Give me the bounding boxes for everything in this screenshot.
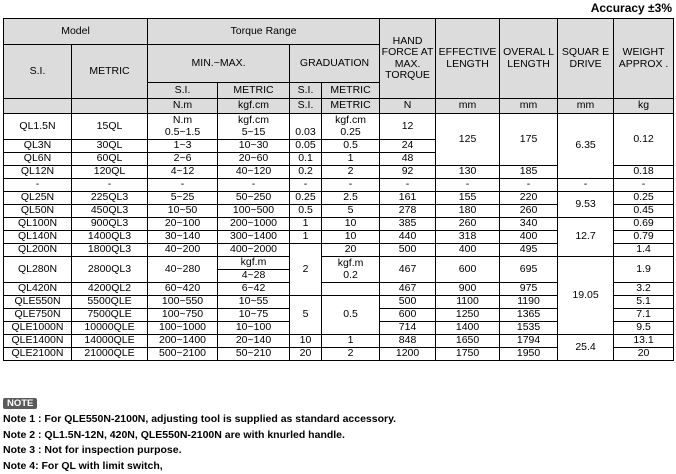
table-cell: - (72, 179, 148, 192)
table-cell: 600 (436, 257, 500, 283)
table-cell: 467 (380, 257, 436, 283)
table-cell: 5~25 (148, 192, 218, 205)
table-cell: 600 (380, 309, 436, 322)
table-row (4, 114, 674, 140)
table-cell: - (290, 179, 322, 192)
table-cell: 0.45 (614, 205, 674, 218)
table-cell: 20~140 (218, 335, 290, 348)
header-torque-range: Torque Range (148, 19, 380, 45)
header-metric: METRIC (72, 45, 148, 99)
table-cell: 9.5 (614, 322, 674, 335)
table-cell: 0.05 (290, 140, 322, 153)
table-cell: QL25N (4, 192, 72, 205)
header-min-metric: METRIC (218, 83, 290, 99)
table-cell: QL50N (4, 205, 72, 218)
table-cell: 0.5 (322, 140, 380, 153)
table-cell: 2 (322, 348, 380, 361)
table-cell: 48 (380, 153, 436, 166)
table-cell: 3.2 (614, 283, 674, 296)
table-cell: 4~28 (218, 270, 290, 283)
table-row (4, 257, 674, 270)
table-cell: 15QL (72, 114, 148, 140)
table-cell: 25.4 (558, 335, 614, 361)
table-cell: 40~280 (148, 257, 218, 283)
table-cell: 10~30 (218, 140, 290, 153)
table-cell: 1365 (500, 309, 558, 322)
table-cell: QL6N (4, 153, 72, 166)
table-cell: 5500QLE (72, 296, 148, 309)
table-cell: 13.1 (614, 335, 674, 348)
table-cell: kgf.m 0.2 (322, 257, 380, 283)
table-cell: 20 (322, 244, 380, 257)
accuracy-label: Accuracy ±3% (591, 1, 672, 15)
table-cell: QL140N (4, 231, 72, 244)
table-cell: - (322, 179, 380, 192)
table-cell: 2 (290, 244, 322, 296)
table-cell: kgf.cm 0.25 (322, 114, 380, 140)
header-hand-force: HAND FORCE AT MAX. TORQUE (380, 19, 436, 99)
table-cell: 1.9 (614, 257, 674, 283)
table-cell: kgf.cm 5~15 (218, 114, 290, 140)
table-cell (322, 283, 380, 296)
unit-square-mm: mm (558, 99, 614, 114)
unit-eff-mm: mm (436, 99, 500, 114)
table-cell: 10~100 (218, 322, 290, 335)
header-weight: WEIGHT APPROX . (614, 19, 674, 99)
unit-metric: METRIC (322, 99, 380, 114)
table-cell: 0.79 (614, 231, 674, 244)
table-cell: 400 (500, 231, 558, 244)
unit-nm: N.m (148, 99, 218, 114)
table-cell: 1250 (436, 309, 500, 322)
table-cell: - (4, 179, 72, 192)
table-cell: 1400 (436, 322, 500, 335)
table-cell: N.m 0.5~1.5 (148, 114, 218, 140)
table-cell: 10~50 (148, 205, 218, 218)
table-cell: 20~100 (148, 218, 218, 231)
table-cell: 848 (380, 335, 436, 348)
table-cell: 125 (436, 114, 500, 166)
table-cell: 318 (436, 231, 500, 244)
table-cell: 180 (436, 205, 500, 218)
table-cell: 500 (380, 244, 436, 257)
table-cell: 400 (436, 244, 500, 257)
table-cell: 278 (380, 205, 436, 218)
table-cell: 6~42 (218, 283, 290, 296)
table-cell: 12 (380, 114, 436, 140)
table-cell: 100~500 (218, 205, 290, 218)
note-1: Note 1 : For QLE550N-2100N, adjusting tool is supplied as standard accessory. (3, 412, 396, 428)
header-model: Model (4, 19, 148, 45)
table-cell: 2~6 (148, 153, 218, 166)
table-cell: QLE750N (4, 309, 72, 322)
table-row (4, 192, 674, 205)
table-cell: 4200QL2 (72, 283, 148, 296)
table-cell: 1~3 (148, 140, 218, 153)
table-cell: - (380, 179, 436, 192)
note-3: Note 3 : Not for inspection purpose. (3, 443, 396, 459)
table-row (4, 335, 674, 348)
table-cell: 10 (322, 231, 380, 244)
table-cell: 9.53 (558, 192, 614, 218)
table-row (4, 179, 674, 192)
table-cell: - (436, 179, 500, 192)
header-grad-si: S.I. (290, 83, 322, 99)
table-cell: 1535 (500, 322, 558, 335)
header-overall-length: OVERAL L LENGTH (500, 19, 558, 99)
table-cell: 225QL3 (72, 192, 148, 205)
unit-overall-mm: mm (500, 99, 558, 114)
table-cell: 467 (380, 283, 436, 296)
table-cell: QL1.5N (4, 114, 72, 140)
table-cell: 1650 (436, 335, 500, 348)
table-cell: 130 (436, 166, 500, 179)
table-cell: 155 (436, 192, 500, 205)
table-cell: 100~750 (148, 309, 218, 322)
table-cell: - (218, 179, 290, 192)
table-cell: 0.25 (290, 192, 322, 205)
note-2: Note 2 : QL1.5N-12N, 420N, QLE550N-2100N are with knurled handle. (3, 428, 396, 444)
table-cell: 900 (436, 283, 500, 296)
table-cell: 50~250 (218, 192, 290, 205)
table-cell: 1 (290, 231, 322, 244)
table-cell: 14000QLE (72, 335, 148, 348)
table-cell: - (500, 179, 558, 192)
table-cell: - (558, 179, 614, 192)
table-cell: 7500QLE (72, 309, 148, 322)
table-cell: 1750 (436, 348, 500, 361)
table-cell: 92 (380, 166, 436, 179)
table-cell: 60QL (72, 153, 148, 166)
table-cell: 1 (290, 218, 322, 231)
table-cell: 40~200 (148, 244, 218, 257)
table-cell: 1950 (500, 348, 558, 361)
table-cell: 2800QL3 (72, 257, 148, 283)
table-cell: 1400QL3 (72, 231, 148, 244)
table-cell: 120QL (72, 166, 148, 179)
header-effective-length: EFFECTIVE LENGTH (436, 19, 500, 99)
table-cell: 21000QLE (72, 348, 148, 361)
table-cell: 0.1 (290, 153, 322, 166)
table-cell: QL100N (4, 218, 72, 231)
table-cell: 30~140 (148, 231, 218, 244)
header-min-max: MIN.~MAX. (148, 45, 290, 83)
table-cell: 1800QL3 (72, 244, 148, 257)
table-cell (72, 99, 148, 114)
table-cell: 695 (500, 257, 558, 283)
table-cell: 30QL (72, 140, 148, 153)
table-cell: 0.03 (290, 114, 322, 140)
table-cell: 20 (614, 348, 674, 361)
table-cell: QL3N (4, 140, 72, 153)
table-cell: - (614, 179, 674, 192)
table-cell (4, 99, 72, 114)
table-cell: 1.4 (614, 244, 674, 257)
table-cell: 10~55 (218, 296, 290, 309)
table-cell: 24 (380, 140, 436, 153)
table-cell: 4~12 (148, 166, 218, 179)
table-cell: 100~550 (148, 296, 218, 309)
table-cell: 10 (322, 218, 380, 231)
table-cell: 500~2100 (148, 348, 218, 361)
unit-si: S.I. (290, 99, 322, 114)
table-cell: 10~75 (218, 309, 290, 322)
table-cell: 260 (500, 205, 558, 218)
table-cell: 19.05 (558, 257, 614, 335)
table-cell: QLE550N (4, 296, 72, 309)
table-cell: 5.1 (614, 296, 674, 309)
table-cell: 40~120 (218, 166, 290, 179)
unit-kg: kg (614, 99, 674, 114)
table-cell: 2 (322, 166, 380, 179)
table-cell: 260 (436, 218, 500, 231)
table-cell: 175 (500, 114, 558, 166)
table-cell: 60~420 (148, 283, 218, 296)
table-cell: 0.12 (614, 114, 674, 166)
table-cell: QL280N (4, 257, 72, 283)
table-cell: QLE2100N (4, 348, 72, 361)
table-cell: 1 (322, 153, 380, 166)
table-cell: 1190 (500, 296, 558, 309)
table-cell: 900QL3 (72, 218, 148, 231)
table-cell: 500 (380, 296, 436, 309)
table-cell: 1200 (380, 348, 436, 361)
table-cell: 0.69 (614, 218, 674, 231)
table-cell: kgf.m (218, 257, 290, 270)
table-cell: 1794 (500, 335, 558, 348)
notes-section (3, 397, 396, 474)
table-cell: 340 (500, 218, 558, 231)
table-cell: 0.5 (290, 205, 322, 218)
unit-kgfcm: kgf.cm (218, 99, 290, 114)
table-cell: 0.18 (614, 166, 674, 179)
header-min-si: S.I. (148, 83, 218, 99)
table-row (4, 218, 674, 231)
table-cell: 5 (290, 296, 322, 335)
table-cell: 450QL3 (72, 205, 148, 218)
table-cell: 20~60 (218, 153, 290, 166)
header-square-drive: SQUAR E DRIVE (558, 19, 614, 99)
table-cell: 0.2 (290, 166, 322, 179)
table-cell: QL12N (4, 166, 72, 179)
table-cell: 495 (500, 244, 558, 257)
table-cell: 0.5 (322, 296, 380, 335)
table-cell: QL200N (4, 244, 72, 257)
table-cell: QL420N (4, 283, 72, 296)
table-cell: 161 (380, 192, 436, 205)
table-cell: 200~1000 (218, 218, 290, 231)
torque-spec-table (3, 18, 674, 361)
table-cell: 7.1 (614, 309, 674, 322)
header-si: S.I. (4, 45, 72, 99)
table-cell: 300~1400 (218, 231, 290, 244)
table-cell: QLE1000N (4, 322, 72, 335)
table-cell: 10 (290, 335, 322, 348)
table-cell: 220 (500, 192, 558, 205)
table-cell: 5 (322, 205, 380, 218)
table-cell: 1100 (436, 296, 500, 309)
table-cell: 6.35 (558, 114, 614, 179)
table-cell: 440 (380, 231, 436, 244)
table-cell: 1 (322, 335, 380, 348)
header-graduation: GRADUATION (290, 45, 380, 83)
table-cell: 12.7 (558, 218, 614, 257)
note-4: Note 4: For QL with limit switch, (3, 459, 396, 474)
table-cell: 2.5 (322, 192, 380, 205)
table-cell: 385 (380, 218, 436, 231)
table-cell: 20 (290, 348, 322, 361)
table-cell: 185 (500, 166, 558, 179)
table-cell: 200~1400 (148, 335, 218, 348)
table-cell: 50~210 (218, 348, 290, 361)
table-cell: 10000QLE (72, 322, 148, 335)
unit-n: N (380, 99, 436, 114)
table-cell: 400~2000 (218, 244, 290, 257)
table-cell: 100~1000 (148, 322, 218, 335)
table-cell: 714 (380, 322, 436, 335)
header-grad-metric: METRIC (322, 83, 380, 99)
note-badge: NOTE (3, 398, 37, 409)
table-cell: - (148, 179, 218, 192)
table-cell: 0.25 (614, 192, 674, 205)
table-cell: QLE1400N (4, 335, 72, 348)
table-cell: 975 (500, 283, 558, 296)
